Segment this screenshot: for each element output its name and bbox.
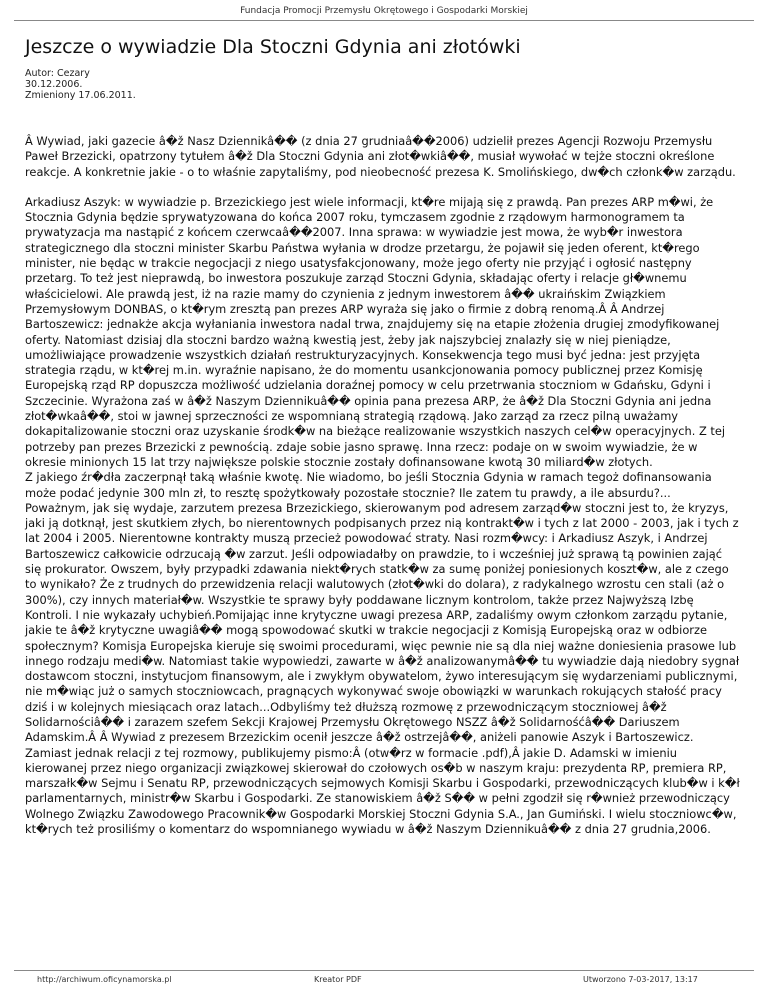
article-paragraph-1: Â Wywiad, jaki gazecie â�ž Nasz Dziennikâ�� (z dnia 27 grudniaâ��2006) udzielił prezes Agencji Rozwoju Przemysłu Paweł Brzezicki, opatrzony tytułem â�ž Dla Stoczni Gdynia ani złot�wkiâ��, musiał wywołać w tejże stoczni określone reakcje. A konkretnie jakie - o to właśnie zapytaliśmy, pod nieobecność prezesa K. Smolińskiego, dw�ch członk�w zarządu. (25, 134, 736, 179)
article-body (25, 134, 740, 837)
article-date: 30.12.2006. (25, 79, 83, 90)
header-organization: Fundacja Promocji Przemysłu Okrętowego i Gospodarki Morskiej (240, 6, 528, 16)
article-paragraph-2: Arkadiusz Aszyk: w wywiadzie p. Brzezickiego jest wiele informacji, kt�re mijają się z prawdą. Pan prezes ARP m�wi, że Stocznia Gdynia będzie sprywatyzowana do końca 2007 roku, tymczasem zgodnie z rządowym harmonogramem ta prywatyzacja ma nastąpić z końcem czerwcaâ��2007. Inna sprawa: w wywiadzie jest mowa, że wyb�r inwestora strategicznego dla stoczni minister Skarbu Państwa wyłania w drodze przetargu, że pojawił się jeden oferent, kt�rego minister, nie będąc w trakcie negocjacji z niego usatysfakcjonowany, może jego oferty nie przyjąć i ogłosić następny przetarg. To też jest nieprawdą, bo inwestora poszukuje zarząd Stoczni Gdynia, składając oferty i relacje gł�wnemu właścicielowi. Ale prawdą jest, iż na razie mamy do czynienia z jednym inwestorem â�� ukraińskim Związkiem Przemysłowym DONBAS, o kt�rym zresztą pan prezes ARP wyraża się jako o firmie z dobrą renomą.Â Â Andrzej Bartoszewicz: jednakże akcja wyłaniania inwestora nadal trwa, znajdujemy się na etapie złożenia drugiej zmodyfikowanej oferty. Natomiast dzisiaj dla stoczni bardzo ważną kwestią jest, żeby jak najszybciej znalazły się w niej pieniądze, umożliwiające prowadzenie wszystkich działań restrukturyzacyjnych. Konsekwencja tego musi być jedna: jest przyjęta strategia rządu, w kt�rej m.in. wyraźnie napisano, że do momentu usankcjonowania pomocy publicznej przez Komisję Europejską rząd RP dopuszcza możliwość udzielania doraźnej pomocy w celu przetrwania stoczniom w Gdańsku, Gdyni i Szczecinie. Wyrażona zaś w â�ž Naszym Dziennikuâ�� opinia pana prezesa ARP, że â�ž Dla Stoczni Gdynia ani jedna złot�wkaâ��, stoi w jawnej sprzeczności ze wspomnianą strategią rządową. Jako zarząd za rzecz pilną uważamy dokapitalizowanie stoczni oraz uzyskanie środk�w na bieżące realizowanie wszystkich naszych cel�w operacyjnych. Z tej potrzeby pan prezes Brzezicki z pewnością. zdaje sobie jasno sprawę. Inna rzecz: podaje on w swoim wywiadzie, że w okresie minionych 15 lat trzy największe polskie stocznie zostały dofinansowane kwotą 30 miliard�w złotych. (25, 194, 726, 469)
footer-generator: Kreator PDF (314, 975, 362, 984)
article-author: Autor: Cezary (25, 68, 90, 79)
article-title: Jeszcze o wywiadzie Dla Stoczni Gdynia ani złotówki (25, 36, 521, 58)
article-meta (25, 68, 136, 101)
header-divider (14, 20, 754, 21)
footer-divider (14, 970, 754, 971)
article-paragraph-4: Poważnym, jak się wydaje, zarzutem prezesa Brzezickiego, skierowanym pod adresem zarząd�w stoczni jest to, że kryzys, jaki ją dotknął, jest skutkiem złych, bo nierentownych podpisanych przez nią kontrakt�w i tych z lat 2000 - 2003, jak i tych z lat 2004 i 2005. Nierentowne kontrakty muszą przecież powodować straty. Nasi rozm�wcy: i Arkadiusz Aszyk, i Andrzej Bartoszewicz całkowicie odrzucają �w zarzut. Jeśli odpowiadałby on prawdzie, to i wcześniej już sprawą tą powinien zająć się prokurator. Owszem, były przypadki zdawania niekt�rych statk�w za sumę poniżej poniesionych koszt�w, ale z czego to wynikało? Że z trudnych do przewidzenia relacji walutowych (złot�wki do dolara), z radykalnego wzrostu cen stali (aż o 300%), czy innych materiał�w. Wszystkie te sprawy były poddawane licznym kontrolom, także przez Najwyższą Izbę Kontroli. I nie wykazały uchybień.Pomijając inne krytyczne uwagi prezesa ARP, zadaliśmy owym członkom zarządu pytanie, jakie te â�ž krytyczne uwagiâ�� mogą spowodować skutki w trakcie negocjacji z Komisją Europejską oraz w odbiorze społecznym? Komisja Europejska kieruje się swoimi procedurami, więc pewnie nie są dla niej ważne doniesienia prasowe lub innego rodzaju medi�w. Natomiast takie wypowiedzi, zawarte w â�ž analizowanymâ�� tu wywiadzie dają niedobry sygnał dostawcom stoczni, instytucjom finansowym, ale i zwykłym obywatelom, żywo interesującym się wydarzeniami publicznymi, nie m�wiąc już o samych stoczniowcach, pragnących wykonywać swoje obowiązki w warunkach rokujących stałość pracy dziś i w kolejnych miesiącach oraz latach...Odbyliśmy też dłuższą rozmowę z przewodniczącym stoczniowej â�ž Solidarnościâ�� i zarazem szefem Sekcji Krajowej Przemysłu Okrętowego NSZZ â�ž Solidarnośćâ�� Dariuszem Adamskim.Â Â Wywiad z prezesem Brzezickim ocenił jeszcze â�ž ostrzejâ��, aniżeli panowie Aszyk i Bartoszewicz. Zamiast jednak relacji z tej rozmowy, publikujemy pismo:Â (otw�rz w formacie .pdf),Â jakie D. Adamski w imieniu kierowanej przez niego organizacji związkowej skierował do czołowych os�b w naszym kraju: prezydenta RP, premiera RP, marszałk�w Sejmu i Senatu RP, przewodniczących sejmowych Komisji Skarbu i Gospodarki, przewodniczących klub�w i k�ł parlamentarnych, ministr�w Skarbu i Gospodarki. Ze stanowiskiem â�ž S�� w pełni zgodził się r�wnież przewodniczący Wolnego Związku Zawodowego Pracownik�w Gospodarki Morskiej Stoczni Gdynia S.A., Jan Gumiński. I wielu stoczniowc�w, kt�rych też prosiliśmy o komentarz do wspomnianego wywiadu w â�ž Naszym Dziennikuâ�� z dnia 27 grudnia,2006. (25, 500, 740, 837)
footer-url[interactable]: http://archiwum.oficynamorska.pl (37, 975, 172, 984)
article-modified: Zmieniony 17.06.2011. (25, 90, 136, 101)
article-paragraph-3: Z jakiego źr�dła zaczerpnął taką właśnie kwotę. Nie wiadomo, bo jeśli Stocznia Gdynia w ramach tegoż dofinansowania może podać jedynie 300 mln zł, to resztę spożytkowały pozostałe stocznie? Ile zatem tu prawdy, a ile absurdu?... (25, 470, 712, 500)
footer-created: Utworzono 7-03-2017, 13:17 (583, 975, 698, 984)
